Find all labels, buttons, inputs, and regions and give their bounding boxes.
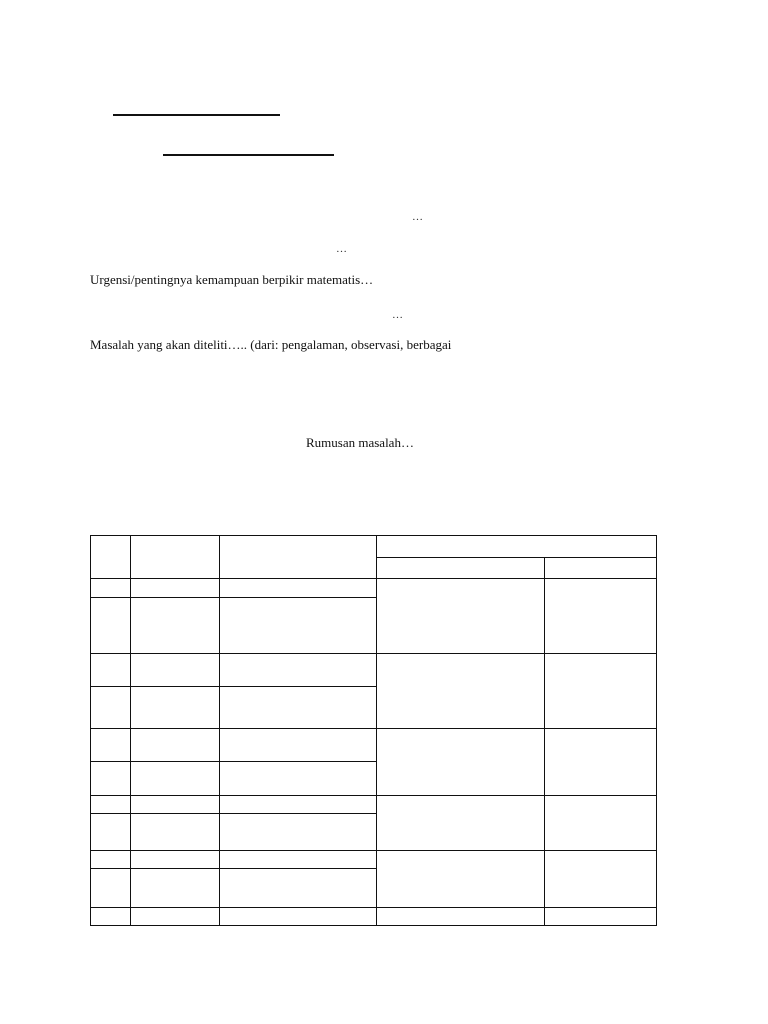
table-row-cell: [130, 728, 220, 762]
table-block-cell: [376, 850, 545, 908]
header-subcell-1: [376, 557, 545, 579]
table-row-cell: [130, 653, 220, 687]
header-cell-group: [376, 535, 657, 558]
table-row-cell: [219, 597, 377, 654]
header-cell-3: [219, 535, 377, 579]
header-cell-2: [130, 535, 220, 579]
table-block-cell: [376, 578, 545, 654]
table-row-cell: [90, 813, 131, 851]
table-row-cell: [130, 761, 220, 796]
table-row-cell: [219, 795, 377, 814]
table-block-cell: [376, 653, 545, 729]
table-row-cell: [130, 868, 220, 908]
ellipsis-line-3: …: [392, 309, 403, 321]
underline-rule-2: [163, 154, 334, 156]
header-subcell-2: [544, 557, 657, 579]
table-row-cell: [130, 813, 220, 851]
table-row-cell: [90, 795, 131, 814]
table-row-cell: [219, 761, 377, 796]
table-row-cell: [219, 728, 377, 762]
table-block-cell: [544, 907, 657, 926]
table-row-cell: [219, 868, 377, 908]
table-row-cell: [90, 728, 131, 762]
table-row-cell: [130, 795, 220, 814]
underline-rule-1: [113, 114, 280, 116]
ellipsis-line-1: …: [412, 211, 423, 223]
table-row-cell: [90, 686, 131, 729]
table-block-cell: [544, 850, 657, 908]
table-block-cell: [376, 728, 545, 796]
table-row-cell: [130, 850, 220, 869]
table-row-cell: [90, 907, 131, 926]
table-block-cell: [544, 728, 657, 796]
table-row-cell: [90, 761, 131, 796]
table-row-cell: [90, 578, 131, 598]
table-block-cell: [544, 578, 657, 654]
table-block-cell: [376, 795, 545, 851]
table-block-cell: [544, 795, 657, 851]
table-row-cell: [90, 868, 131, 908]
table-row-cell: [130, 907, 220, 926]
table-row-cell: [219, 850, 377, 869]
table-row-cell: [219, 578, 377, 598]
table-row-cell: [219, 907, 377, 926]
table-row-cell: [219, 686, 377, 729]
table-row-cell: [130, 597, 220, 654]
problem-line: Masalah yang akan diteliti….. (dari: pengalaman, observasi, berbagai: [90, 337, 452, 352]
urgency-line: Urgensi/pentingnya kemampuan berpikir matematis…: [90, 272, 374, 287]
table-row-cell: [130, 686, 220, 729]
problem-formulation-line: Rumusan masalah…: [306, 435, 414, 450]
table-row-cell: [130, 578, 220, 598]
header-cell-1: [90, 535, 131, 579]
blank-table: [90, 535, 657, 926]
table-row-cell: [219, 813, 377, 851]
table-row-cell: [219, 653, 377, 687]
table-block-cell: [544, 653, 657, 729]
ellipsis-line-2: …: [336, 243, 347, 255]
table-row-cell: [90, 653, 131, 687]
table-row-cell: [90, 597, 131, 654]
table-block-cell: [376, 907, 545, 926]
table-row-cell: [90, 850, 131, 869]
